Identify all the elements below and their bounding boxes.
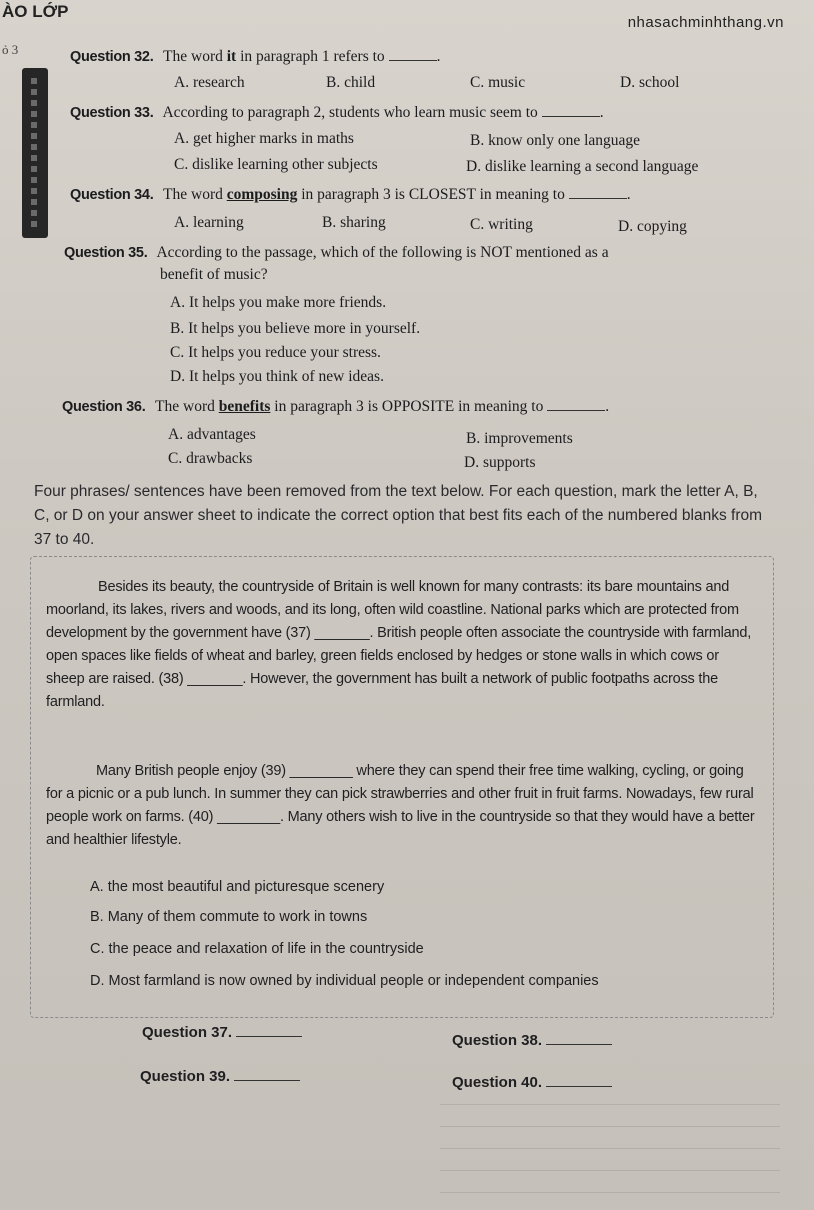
question-34: Question 34. The word composing in paragraph 3 is CLOSEST in meaning to . <box>70 186 631 203</box>
answer-37: Question 37. <box>142 1022 302 1041</box>
answer-blank <box>569 184 627 199</box>
question-35: Question 35. According to the passage, which of the following is NOT mentioned as a <box>64 244 609 261</box>
keyword: it <box>226 48 237 65</box>
passage-paragraph-1: Besides its beauty, the countryside of Britain is well known for many contrasts: its bare mountains and moorland, its lakes, rivers and woods, and its long, often wild coastline. National parks which are protected from development by the government have (37) _______. British people often associate the countryside with farmland, open spaces like fields of wheat and barley, green fields enclosed by hedges or stone walls in which cows or sheep are raised. (38) _______. However, the government has built a network of public footpaths across the farmland. <box>46 579 752 710</box>
option-b: B. sharing <box>322 214 386 231</box>
question-32: Question 32. The word it in paragraph 1 refers to . <box>70 48 441 65</box>
answer-line <box>236 1022 302 1037</box>
answer-blank <box>389 46 437 61</box>
bleed-through-text <box>440 1090 780 1200</box>
book-spine-image <box>22 68 48 238</box>
answer-38: Question 38. <box>452 1030 612 1049</box>
cloze-instructions: Four phrases/ sentences have been removed from the text below. For each question, mark the letter A, B, C, or D on your answer sheet to indicate the correct option that best fits each of the numbered blanks from 37 to 40. <box>34 483 763 548</box>
option-c: C. dislike learning other subjects <box>174 156 378 173</box>
question-35-line2: benefit of music? <box>160 266 268 283</box>
answer-line <box>546 1072 612 1087</box>
option-b: B. It helps you believe more in yourself. <box>170 320 421 337</box>
question-label: Question 34. <box>70 187 154 203</box>
choice-c: C. the peace and relaxation of life in the countryside <box>90 941 424 957</box>
passage-paragraph-2: Many British people enjoy (39) ________ where they can spend their free time walking, cycling, or going for a picnic or a pub lunch. In summer they can pick strawberries and other fruit in fruit farms. Nowadays, few rural people work on farms. (40) ________. Many others wish to live in the countryside so that they would have a better and healthier lifestyle. <box>46 763 755 848</box>
answer-40: Question 40. <box>452 1072 612 1091</box>
option-b: B. improvements <box>466 430 573 447</box>
keyword: composing <box>226 186 298 203</box>
option-b: B. child <box>326 74 376 91</box>
header-class-label: ÀO LỚP <box>2 2 69 21</box>
question-label: Question 32. <box>70 49 154 65</box>
question-33: Question 33. According to paragraph 2, students who learn music seem to . <box>70 104 604 121</box>
question-36: Question 36. The word benefits in paragraph 3 is OPPOSITE in meaning to . <box>62 398 610 415</box>
answer-line <box>546 1030 612 1045</box>
answer-blank <box>542 102 600 117</box>
option-a: A. advantages <box>168 426 256 443</box>
choice-a: A. the most beautiful and picturesque scenery <box>90 879 385 895</box>
option-c: C. writing <box>470 216 533 233</box>
option-a: A. It helps you make more friends. <box>170 294 387 311</box>
choice-b: B. Many of them commute to work in towns <box>90 909 368 925</box>
option-c: C. It helps you reduce your stress. <box>170 344 381 361</box>
option-c: C. drawbacks <box>168 450 253 467</box>
option-d: D. supports <box>464 454 536 471</box>
option-b: B. know only one language <box>470 132 641 149</box>
option-a: A. learning <box>174 214 244 231</box>
corner-mark: ỏ 3 <box>2 42 19 57</box>
option-a: A. get higher marks in maths <box>174 130 354 147</box>
question-label: Question 36. <box>62 399 146 415</box>
answer-line <box>234 1066 300 1081</box>
answer-blank <box>547 396 605 411</box>
choice-d: D. Most farmland is now owned by individual people or independent companies <box>90 973 599 989</box>
option-d: D. It helps you think of new ideas. <box>170 368 384 385</box>
question-label: Question 33. <box>70 105 154 121</box>
option-d: D. dislike learning a second language <box>466 158 699 175</box>
option-d: D. school <box>620 74 680 91</box>
option-d: D. copying <box>618 218 687 235</box>
keyword: benefits <box>218 398 271 415</box>
header-website: nhasachminhthang.vn <box>627 14 784 31</box>
question-label: Question 35. <box>64 245 148 261</box>
answer-39: Question 39. <box>140 1066 300 1085</box>
option-c: C. music <box>470 74 526 91</box>
option-a: A. research <box>174 74 245 91</box>
